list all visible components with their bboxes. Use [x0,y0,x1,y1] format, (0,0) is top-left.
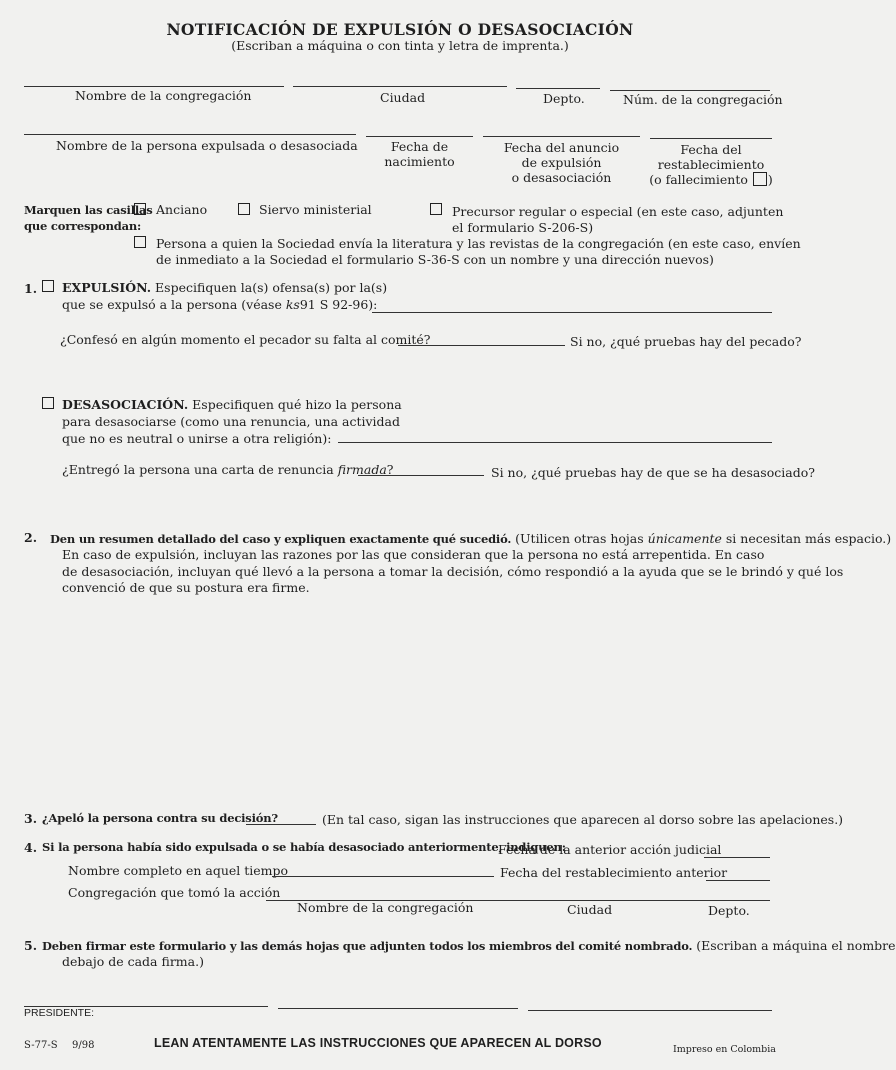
reinstatement-label-line-3 [645,172,777,187]
confess-question: ¿Confesó en algún momento el pecador su falta al comité? [60,332,431,347]
section-2-note-2: si necesitan más espacio.) [721,531,892,546]
expulsion-text-3: 91 S 92-96): [299,297,378,312]
elder-label: Anciano [156,202,208,217]
previous-action-date-field[interactable] [704,843,770,858]
case-summary-field[interactable] [62,604,774,798]
pioneer-label-line-1: Precursor regular o especial (en este caso, adjunten [452,204,784,219]
section-5-number: 5. [24,938,38,953]
disassociation-line-2: para desasociarse (como una renuncia, una actividad [62,414,400,429]
form-subtitle: (Escriban a máquina o con tinta y letra de imprenta.) [231,38,569,53]
signature-field-2[interactable] [278,994,518,1009]
literature-label [156,236,801,268]
printed-in-label: Impreso en Colombia [673,1044,776,1055]
city-field[interactable] [293,72,507,87]
previous-reinstatement-label: Fecha del restablecimiento anterior [500,865,728,880]
person-name-field[interactable] [24,120,356,135]
appeal-answer-field[interactable] [246,810,316,825]
section-2-body [62,547,843,597]
form-title: NOTIFICACIÓN DE EXPULSIÓN O DESASOCIACIÓN [166,20,634,39]
announcement-label-line-3: o desasociación [511,170,612,185]
disassociation-title: DESASOCIACIÓN. [62,397,189,412]
form-date: 9/98 [72,1040,95,1051]
congregation-action-field[interactable] [266,886,770,901]
dept-label: Depto. [543,91,585,106]
disassociation-line-1 [62,396,402,413]
deceased-checkbox[interactable] [753,172,767,186]
ministerial-servant-label: Siervo ministerial [259,202,372,217]
literature-label-line-1: Persona a quien la Sociedad envía la literatura y las revistas de la congregación (en este caso, envíen [156,236,801,251]
previous-action-date-label: Fecha de la anterior acción judicial [498,842,722,857]
birth-date-label [366,139,473,169]
birth-date-label-line-1: Fecha de [390,139,449,154]
congregation-name-label: Nombre de la congregación [75,88,252,103]
signatures-bold: Deben firmar este formulario y las demás hojas que adjunten todos los miembros del comité nombrado. [42,939,693,953]
section-2-note-italic: únicamente [647,531,722,546]
signature-field-3[interactable] [528,996,772,1011]
section-2-number: 2. [24,530,38,545]
letter-else-label: Si no, ¿qué pruebas hay de que se ha desasociado? [491,465,815,480]
form-code: S-77-S [24,1040,58,1051]
congregation-number-label: Núm. de la congregación [623,92,783,107]
expulsion-offense-field[interactable] [372,298,772,313]
disassociation-checkbox[interactable] [42,397,54,409]
city-label: Ciudad [380,90,426,105]
birth-date-field[interactable] [366,122,473,137]
section-2-bold: Den un resumen detallado del caso y expliquen exactamente qué sucedió. [50,532,512,546]
confess-else-label: Si no, ¿qué pruebas hay del pecado? [570,334,802,349]
literature-checkbox[interactable] [134,236,146,248]
literature-label-line-2: de inmediato a la Sociedad el formulario S-36-S con un nombre y una dirección nuevos) [156,252,714,267]
mark-boxes-label-line-1: Marquen las casillas [24,203,153,217]
section-2-text [50,530,891,548]
sub-city-label: Ciudad [567,902,613,917]
section-2-line-3: de desasociación, incluyan qué llevó a la persona a tomar la decisión, cómo respondió a la ayuda que se le brindó y qué los [62,563,844,579]
reinstatement-label-line-2: restablecimiento [657,157,765,172]
expulsion-text-2: que se expulsó a la persona (véase [62,297,286,312]
disassociation-text-1: Especifiquen qué hizo la persona [192,397,402,412]
announcement-label-line-1: Fecha del anuncio [503,140,620,155]
reinstatement-label-line-1: Fecha del [680,142,742,157]
announcement-date-label [483,140,640,185]
section-4-number: 4. [24,840,38,855]
elder-checkbox[interactable] [134,203,146,215]
expulsion-text-1: Especifiquen la(s) ofensa(s) por la(s) [155,280,388,295]
reinstatement-label-close: ) [767,172,773,187]
full-name-label: Nombre completo en aquel tiempo [68,863,289,878]
person-name-label: Nombre de la persona expulsada o desasociada [56,138,358,153]
expulsion-ref-italic: ks [285,297,300,312]
section-2-line-1 [50,530,891,548]
ministerial-servant-checkbox[interactable] [238,203,250,215]
expulsion-title: EXPULSIÓN. [62,280,152,295]
pioneer-label [452,204,783,236]
announcement-label-line-2: de expulsión [521,155,602,170]
letter-question [62,462,394,477]
announcement-date-field[interactable] [483,122,640,137]
confess-answer-field[interactable] [398,331,565,346]
section-2-line-4: convenció de que su postura era firme. [62,580,310,595]
expulsion-heading [62,280,387,295]
letter-answer-field[interactable] [358,461,484,476]
reinstatement-date-field[interactable] [650,124,772,139]
letter-question-2: ? [386,462,394,477]
sub-dept-label: Depto. [708,903,750,918]
expulsion-text-line-2 [62,297,377,312]
previous-action-question: Si la persona había sido expulsada o se había desasociado anteriormente, indiquen: [42,840,566,854]
previous-reinstatement-field[interactable] [706,866,770,881]
disassociation-line-3: que no es neutral o unirse a otra religión): [62,431,332,446]
expulsion-checkbox[interactable] [42,280,54,292]
letter-question-1: ¿Entregó la persona una carta de renuncia [62,462,338,477]
sub-congregation-label: Nombre de la congregación [297,900,474,915]
section-1-number: 1. [24,281,38,296]
dept-field[interactable] [516,74,600,89]
disassociation-action-field[interactable] [338,428,772,443]
birth-date-label-line-2: nacimiento [384,154,455,169]
reinstatement-date-label [645,142,777,187]
congregation-number-field[interactable] [610,76,770,91]
section-2-note-1: (Utilicen otras hojas [511,531,648,546]
pioneer-label-line-2: el formulario S-206-S) [452,220,594,235]
signatures-note-1: (Escriban a máquina el nombre [692,938,896,953]
signature-field-1[interactable] [24,992,268,1007]
pioneer-checkbox[interactable] [430,203,442,215]
signatures-note-line-2: debajo de cada firma.) [62,954,204,969]
president-label: PRESIDENTE: [24,1007,95,1019]
signatures-instruction [42,938,896,953]
section-2-line-2: En caso de expulsión, incluyan las razones por las que consideran que la persona no está arrepentida. En caso [62,547,765,562]
section-3-number: 3. [24,811,38,826]
read-instructions-notice: LEAN ATENTAMENTE LAS INSTRUCCIONES QUE APARECEN AL DORSO [154,1036,602,1050]
full-name-field[interactable] [272,862,494,877]
appeal-note: (En tal caso, sigan las instrucciones que aparecen al dorso sobre las apelaciones.) [322,812,844,827]
congregation-action-label: Congregación que tomó la acción [68,885,281,900]
appeal-question: ¿Apeló la persona contra su decisión? [42,811,278,825]
reinstatement-label-text: (o fallecimiento [649,172,748,187]
letter-question-italic: firmada [337,462,387,477]
mark-boxes-label-line-2: que correspondan: [24,219,142,233]
congregation-name-field[interactable] [24,72,284,87]
